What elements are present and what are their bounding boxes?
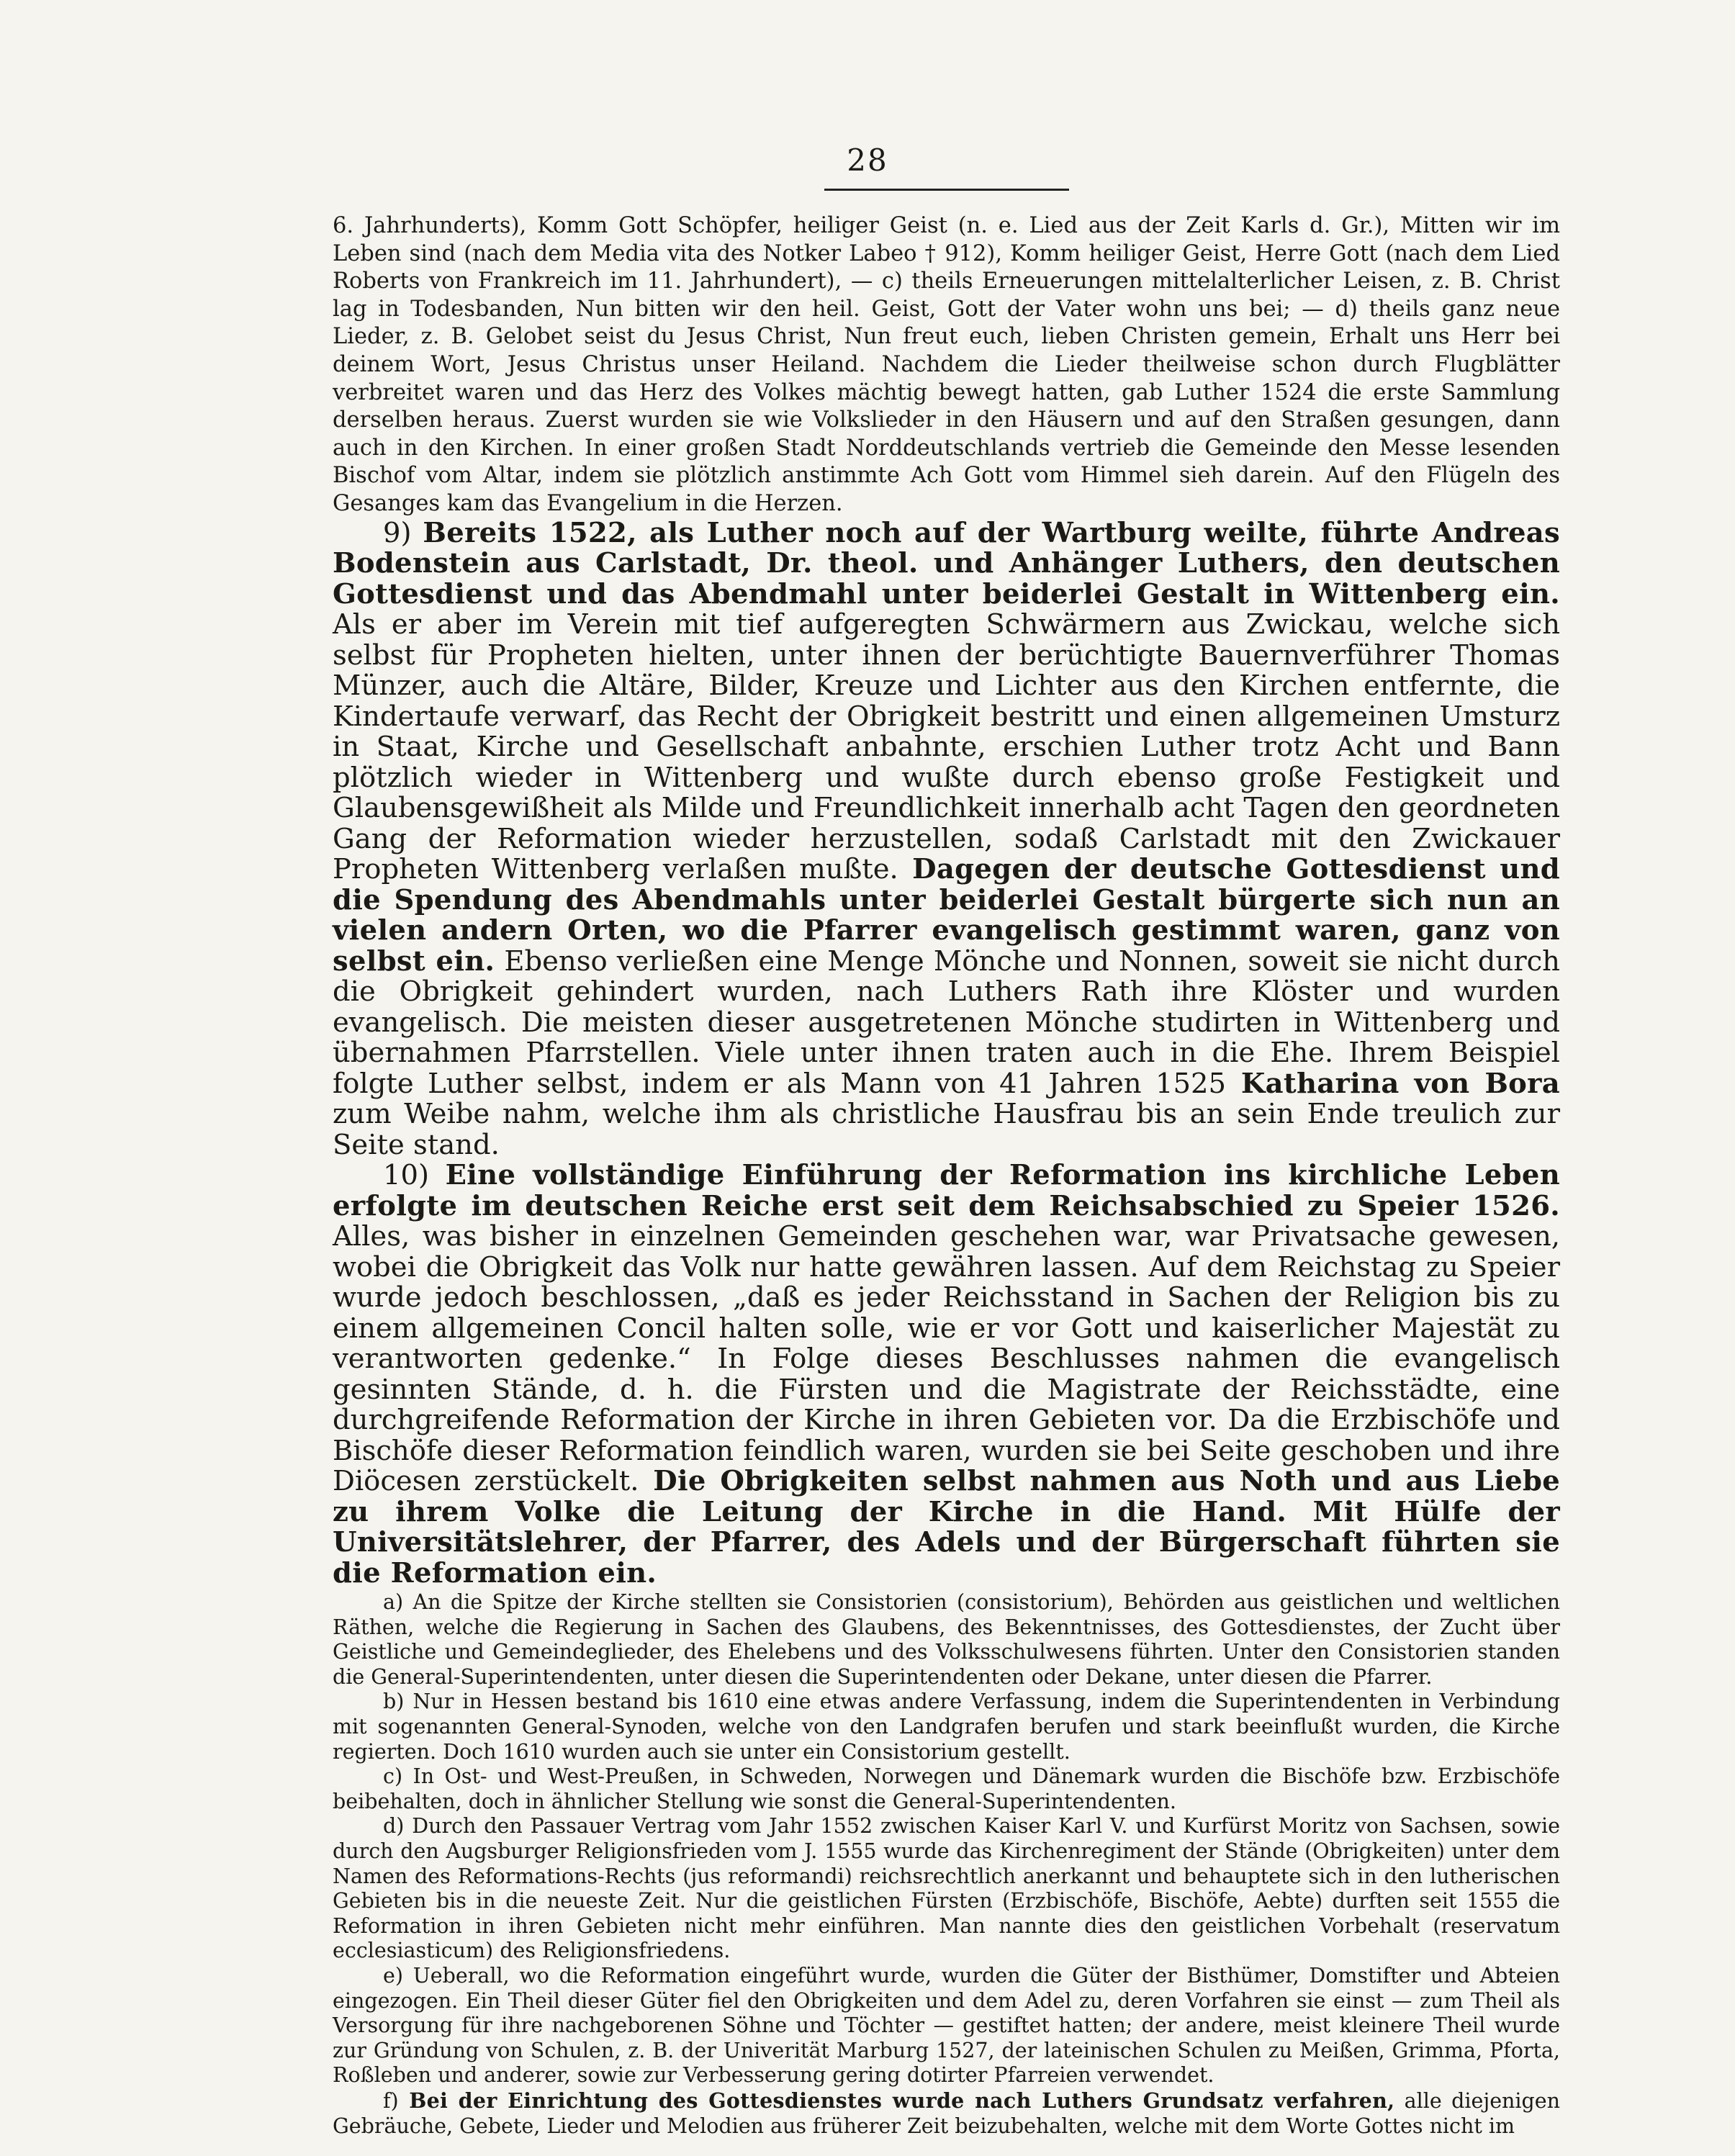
note-a [333,1590,1560,1690]
note-label: a) [383,1590,404,1615]
note-text: In Ost- und West-Preußen, in Schweden, Norwegen und Dänemark wurden die Bischöfe bzw. Erzbischöfe beibehalten, doch in ähnlicher Stellung wie sonst die General-Superintendenten. [333,1764,1560,1813]
section-9-text-3: zum Weibe nahm, welche ihm als christliche Hausfrau bis an sein Ende treulich zur Seite stand. [333,1098,1560,1161]
note-text: alle diejenigen Gebräuche, Gebete, Lieder und Melodien aus früherer Zeit beizubehalten, welche mit dem Worte Gottes nicht im [333,2088,1560,2138]
section-10-bold-2: Die Obrigkeiten selbst nahmen aus Noth und aus Liebe zu ihrem Volke die Leitung der Kirche in die Hand. Mit Hülfe der Universitätslehrer, der Pfarrer, des Adels und der Bürgerschaft führten sie die Reformation ein. [333,1465,1560,1589]
page-number: 28 [847,143,888,178]
note-f-bold: Bei der Einrichtung des Gottesdienstes wurde nach Luthers Grundsatz verfahren, [398,2088,1395,2113]
section-10-lead: Eine vollständige Einführung der Reformation ins kirchliche Leben erfolgte im deutschen Reiche erst seit dem Reichsabschied zu Speier 1526. [333,1159,1560,1222]
section-9-number: 9) [383,516,412,549]
note-label: c) [383,1764,403,1789]
note-label: b) [383,1690,405,1714]
section-9-lead: Bereits 1522, als Luther noch auf der Wartburg weilte, führte Andreas Bodenstein aus Carlstadt, Dr. theol. und Anhänger Luthers, den deutschen Gottesdienst und das Abendmahl unter beiderlei Gestalt in Wittenberg ein. [333,516,1560,610]
section-9-bold-2: Dagegen der deutsche Gottesdienst und die Spendung des Abendmahls unter beiderlei Gestalt bürgerte sich nun an vielen andern Orten, wo die Pfarrer evangelisch gestimmt waren, ganz von selbst ein. [333,853,1560,978]
section-10 [333,1160,1560,1589]
section-9-text-1: Als er aber im Verein mit tief aufgeregten Schwärmern aus Zwickau, welche sich selbst für Propheten hielten, unter ihnen der berüchtigte Bauernverführer Thomas Münzer, auch die Altäre, Bilder, Kreuze und Lichter aus den Kirchen entfernte, die Kindertaufe verwarf, das Recht der Obrigkeit bestritt und einen allgemeinen Umsturz in Staat, Kirche und Gesellschaft anbahnte, erschien Luther trotz Acht und Bann plötzlich wieder in Wittenberg und wußte durch ebenso große Festigkeit und Glaubensgewißheit als Milde und Freundlichkeit innerhalb acht Tagen den geordneten Gang der Reformation wieder herzustellen, sodaß Carlstadt mit den Zwickauer Propheten Wittenberg verlaßen mußte. [333,608,1560,886]
intro-paragraph: 6. Jahrhunderts), Komm Gott Schöpfer, heiliger Geist (n. e. Lied aus der Zeit Karls d. Gr.), Mitten wir im Leben sind (nach dem Media vita des Notker Labeo † 912), Komm heiliger Geist, Herre Gott (nach dem Lied Roberts von Frankreich im 11. Jahrhundert), — c) theils Erneuerungen mittelalterlicher Leisen, z. B. Christ lag in Todesbanden, Nun bitten wir den heil. Geist, Gott der Vater wohn uns bei; — d) theils ganz neue Lieder, z. B. Gelobet seist du Jesus Christ, Nun freut euch, lieben Christen gemein, Erhalt uns Herr bei deinem Wort, Jesus Christus unser Heiland. Nachdem die Lieder theilweise schon durch Flugblätter verbreitet waren und das Herz des Volkes mächtig bewegt hatten, gab Luther 1524 die erste Sammlung derselben heraus. Zuerst wurden sie wie Volkslieder in den Häusern und auf den Straßen gesungen, dann auch in den Kirchen. In einer großen Stadt Norddeutschlands vertrieb die Gemeinde den Messe lesenden Bischof vom Altar, indem sie plötzlich anstimmte Ach Gott vom Himmel sieh darein. Auf den Flügeln des Gesanges kam das Evangelium in die Herzen. [333,213,1560,516]
note-d [333,1814,1560,1964]
note-e [333,1964,1560,2088]
page-body [333,212,1560,2139]
section-9-bold-3: Katharina von Bora [1225,1067,1560,1100]
header-rule [824,189,1069,191]
note-text: Durch den Passauer Vertrag vom Jahr 1552 zwischen Kaiser Karl V. und Kurfürst Moritz von Sachsen, sowie durch den Augsburger Religionsfrieden vom J. 1555 wurde das Kirchenregiment der Stände (Obrigkeiten) unter dem Namen des Reformations-Rechts (jus reformandi) reichsrechtlich anerkannt und behauptete sich in den lutherischen Gebieten bis in die neueste Zeit. Nur die geistlichen Fürsten (Erzbischöfe, Bischöfe, Aebte) durften seit 1555 die Reformation in ihren Gebieten nicht mehr einführen. Man nannte dies den geistlichen Vorbehalt (reservatum ecclesiasticum) des Religionsfriedens. [333,1814,1560,1963]
note-c [333,1764,1560,1814]
note-label: f) [383,2088,399,2113]
note-b [333,1690,1560,1764]
section-9-text-2: Ebenso verließen eine Menge Mönche und Nonnen, soweit sie nicht durch die Obrigkeit gehindert wurden, nach Luthers Rath ihre Klöster und wurden evangelisch. Die meisten dieser ausgetretenen Mönche studirten in Wittenberg und übernahmen Pfarrstellen. Viele unter ihnen traten auch in die Ehe. Ihrem Beispiel folgte Luther selbst, indem er als Mann von 41 Jahren 1525 [333,944,1560,1100]
section-10-text-1: Alles, was bisher in einzelnen Gemeinden geschehen war, war Privatsache gewesen, wobei die Obrigkeit das Volk nur hatte gewähren lassen. Auf dem Reichstag zu Speier wurde jedoch beschlossen, „daß es jeder Reichsstand in Sachen der Religion bis zu einem allgemeinen Concil halten solle, wie er vor Gott und kaiserlicher Majestät zu verantworten gedenke.“ In Folge dieses Beschlusses nahmen die evangelisch gesinnten Stände, d. h. die Fürsten und die Magistrate der Reichsstädte, eine durchgreifende Reformation der Kirche in ihren Gebieten vor. Da die Erzbischöfe und Bischöfe dieser Reformation feindlich waren, wurden sie bei Seite geschoben und ihre Diöcesen zerstückelt. [333,1220,1560,1498]
note-f [333,2088,1560,2139]
note-text: Ueberall, wo die Reformation eingeführt wurde, wurden die Güter der Bisthümer, Domstifter und Abteien eingezogen. Ein Theil dieser Güter fiel den Obrigkeiten und dem Adel zu, deren Vorfahren sie einst — zum Theil als Versorgung für ihre nachgeborenen Söhne und Töchter — gestiftet hatten; der andere, meist kleinere Theil wurde zur Gründung von Schulen, z. B. der Univerität Marburg 1527, der lateinischen Schulen zu Meißen, Grimma, Pforta, Roßleben und anderer, sowie zur Verbesserung gering dotirter Pfarreien verwendet. [333,1963,1560,2088]
note-text: An die Spitze der Kirche stellten sie Consistorien (consistorium), Behörden aus geistlichen und weltlichen Räthen, welche die Regierung in Sachen des Glaubens, des Bekenntnisses, des Gottesdienstes, der Zucht über Geistliche und Gemeindeglieder, des Ehelebens und des Volksschulwesens führten. Unter den Consistorien standen die General-Superintendenten, unter diesen die Superintendenten oder Dekane, unter diesen die Pfarrer. [333,1590,1560,1689]
section-10-number: 10) [383,1159,430,1192]
section-9 [333,518,1560,1161]
note-label: e) [383,1963,403,1988]
note-text: Nur in Hessen bestand bis 1610 eine etwas andere Verfassung, indem die Superintendenten in Verbindung mit sogenannten General-Synoden, welche von den Landgrafen berufen und stark beeinflußt wurden, die Kirche regierten. Doch 1610 wurden auch sie unter ein Consistorium gestellt. [333,1690,1560,1764]
note-label: d) [383,1814,405,1839]
